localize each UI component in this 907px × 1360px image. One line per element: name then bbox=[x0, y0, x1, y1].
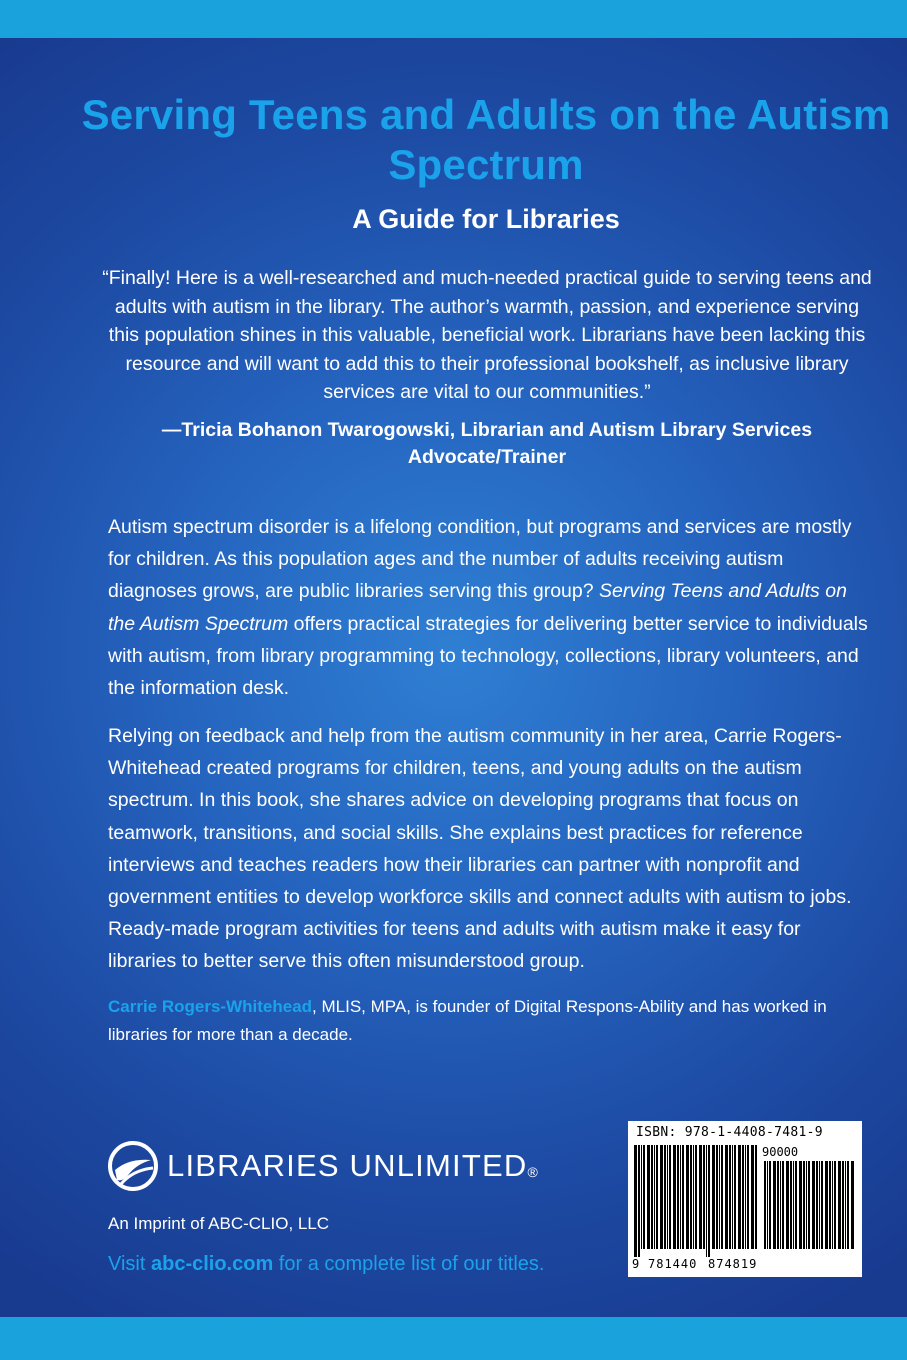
description-paragraph-2: Relying on feedback and help from the autism community in her area, Carrie Rogers-Whitehead created programs for children, teens, and young adults on the autism spectrum. In this book, she shares advice on developing programs that focus on teamwork, transitions, and social skills. She explains best practices for reference interviews and teaches readers how their libraries can partner with nonprofit and government entities to develop workforce skills and connect adults with autism to jobs. Ready-made program activities for teens and adults with autism make it easy for libraries to better serve this often misunderstood group. bbox=[108, 725, 852, 973]
barcode-bar bbox=[695, 1145, 697, 1249]
barcode-bar bbox=[664, 1145, 666, 1249]
endorsement-attribution: —Tricia Bohanon Twarogowski, Librarian and Autism Library Services Advocate/Trainer bbox=[161, 419, 813, 468]
barcode-bar bbox=[812, 1161, 815, 1249]
barcode-bar bbox=[643, 1145, 645, 1249]
barcode-bar bbox=[734, 1145, 736, 1249]
barcode-bar bbox=[819, 1161, 820, 1249]
barcode-bar bbox=[777, 1161, 779, 1249]
barcode-bar bbox=[667, 1145, 668, 1249]
barcode-bar bbox=[693, 1145, 694, 1249]
barcode-bar bbox=[829, 1161, 831, 1249]
barcode-bar bbox=[782, 1161, 784, 1249]
barcode-bar bbox=[747, 1145, 749, 1249]
barcode-bar bbox=[673, 1145, 676, 1249]
back-cover bbox=[0, 38, 907, 1317]
barcode-bar bbox=[825, 1161, 828, 1249]
ean-barcode bbox=[634, 1145, 758, 1257]
barcode-bar bbox=[834, 1161, 836, 1249]
barcode-bar bbox=[793, 1161, 794, 1249]
publisher-name bbox=[167, 1146, 539, 1186]
barcode-bar bbox=[821, 1161, 823, 1249]
barcode-bar bbox=[712, 1145, 715, 1249]
visit-suffix: for a complete list of our titles. bbox=[273, 1253, 545, 1275]
barcode-bar bbox=[842, 1161, 844, 1249]
publisher-name-text: LIBRARIES UNLIMITED bbox=[167, 1148, 528, 1183]
barcode-bar bbox=[764, 1161, 766, 1249]
visit-line bbox=[108, 1251, 544, 1277]
barcode-bar bbox=[680, 1145, 681, 1249]
book-title-italic: Serving Teens and Adults on the Autism Spectrum bbox=[108, 580, 847, 635]
trademark-symbol: ® bbox=[527, 1164, 539, 1180]
barcode-bar bbox=[838, 1161, 841, 1249]
author-bio bbox=[108, 993, 878, 1049]
barcode-bar bbox=[699, 1145, 702, 1249]
barcode-bar bbox=[669, 1145, 671, 1249]
barcode-bar bbox=[719, 1145, 720, 1249]
barcode-bar bbox=[682, 1145, 684, 1249]
barcode-bar bbox=[654, 1145, 655, 1249]
barcode-bar bbox=[799, 1161, 802, 1249]
barcode-bar bbox=[745, 1145, 746, 1249]
barcode-bar bbox=[755, 1145, 757, 1249]
barcode-bar bbox=[660, 1145, 663, 1249]
barcode-digits-left: 781440 bbox=[648, 1257, 698, 1271]
description-text: offers practical strategies for delivering better service to individuals with autism, from library programming to technology, collections, library volunteers, and the information desk. bbox=[108, 612, 868, 700]
price-code: 90000 bbox=[762, 1145, 799, 1159]
barcode-bar bbox=[832, 1161, 833, 1249]
barcode-bar bbox=[732, 1145, 733, 1249]
barcode-bar bbox=[690, 1145, 692, 1249]
barcode-bar bbox=[656, 1145, 658, 1249]
barcode-bar bbox=[773, 1161, 776, 1249]
barcode-bar bbox=[780, 1161, 781, 1249]
barcode-bar bbox=[767, 1161, 768, 1249]
barcode-bar bbox=[641, 1145, 642, 1249]
barcode-bar bbox=[808, 1161, 810, 1249]
barcode-bar bbox=[845, 1161, 846, 1249]
barcode-bar bbox=[851, 1161, 854, 1249]
barcode-bar bbox=[634, 1145, 637, 1257]
barcode-bar bbox=[729, 1145, 731, 1249]
description-paragraph-1 bbox=[108, 511, 868, 704]
barcode-bar bbox=[806, 1161, 807, 1249]
barcode-bar bbox=[651, 1145, 653, 1249]
book-title: Serving Teens and Adults on the Autism Spectrum bbox=[81, 91, 891, 188]
barcode-bar bbox=[803, 1161, 805, 1249]
barcode-bar bbox=[725, 1145, 728, 1249]
endorsement-quote: “Finally! Here is a well-researched and much-needed practical guide to serving teens and adults with autism in the library. The author’s warmth, passion, and experience serving this population shines in this valuable, beneficial work. Librarians have been lacking this resource and will want to add this to their professional bookshelf, as inclusive library services are vital to our communities.” bbox=[102, 267, 872, 404]
barcode-bar bbox=[790, 1161, 792, 1249]
barcode-digit-first: 9 bbox=[632, 1257, 641, 1271]
barcode-bar bbox=[703, 1145, 705, 1249]
barcode-bar bbox=[686, 1145, 689, 1249]
barcode-bar bbox=[816, 1161, 818, 1249]
description-text: Autism spectrum disorder is a lifelong condition, but programs and services are mostly for children. As this population ages and the number of adults receiving autism diagnoses grows, are public libraries serving this group? bbox=[108, 516, 852, 603]
isbn-label: ISBN: 978-1-4408-7481-9 bbox=[636, 1125, 823, 1140]
barcode-bar bbox=[795, 1161, 797, 1249]
barcode-bar bbox=[638, 1145, 640, 1257]
visit-prefix: Visit bbox=[108, 1253, 151, 1275]
website-link[interactable]: abc-clio.com bbox=[150, 1253, 274, 1275]
barcode-bar bbox=[677, 1145, 679, 1249]
barcode-bar bbox=[742, 1145, 744, 1249]
barcode-bar bbox=[721, 1145, 723, 1249]
barcode-bar bbox=[769, 1161, 771, 1249]
globe-swoosh-icon bbox=[107, 1140, 159, 1192]
barcode-bar bbox=[708, 1145, 710, 1257]
barcode-bar bbox=[716, 1145, 718, 1249]
barcode-bar bbox=[738, 1145, 741, 1249]
addon-barcode bbox=[764, 1161, 856, 1257]
author-name: Carrie Rogers-Whitehead bbox=[108, 997, 313, 1016]
imprint-line: An Imprint of ABC-CLIO, LLC bbox=[108, 1214, 330, 1233]
barcode-bar bbox=[706, 1145, 707, 1257]
barcode-digits-right: 874819 bbox=[708, 1257, 758, 1271]
barcode-bar bbox=[786, 1161, 789, 1249]
author-credentials: , MLIS, MPA, is founder of Digital Respons-Ability and has worked in libraries for more than a decade. bbox=[108, 997, 827, 1044]
publisher-logo bbox=[107, 1140, 539, 1192]
barcode-bar bbox=[847, 1161, 849, 1249]
barcode-panel bbox=[628, 1121, 862, 1277]
book-subtitle: A Guide for Libraries bbox=[352, 204, 620, 234]
barcode-bar bbox=[647, 1145, 650, 1249]
barcode-bar bbox=[751, 1145, 754, 1249]
